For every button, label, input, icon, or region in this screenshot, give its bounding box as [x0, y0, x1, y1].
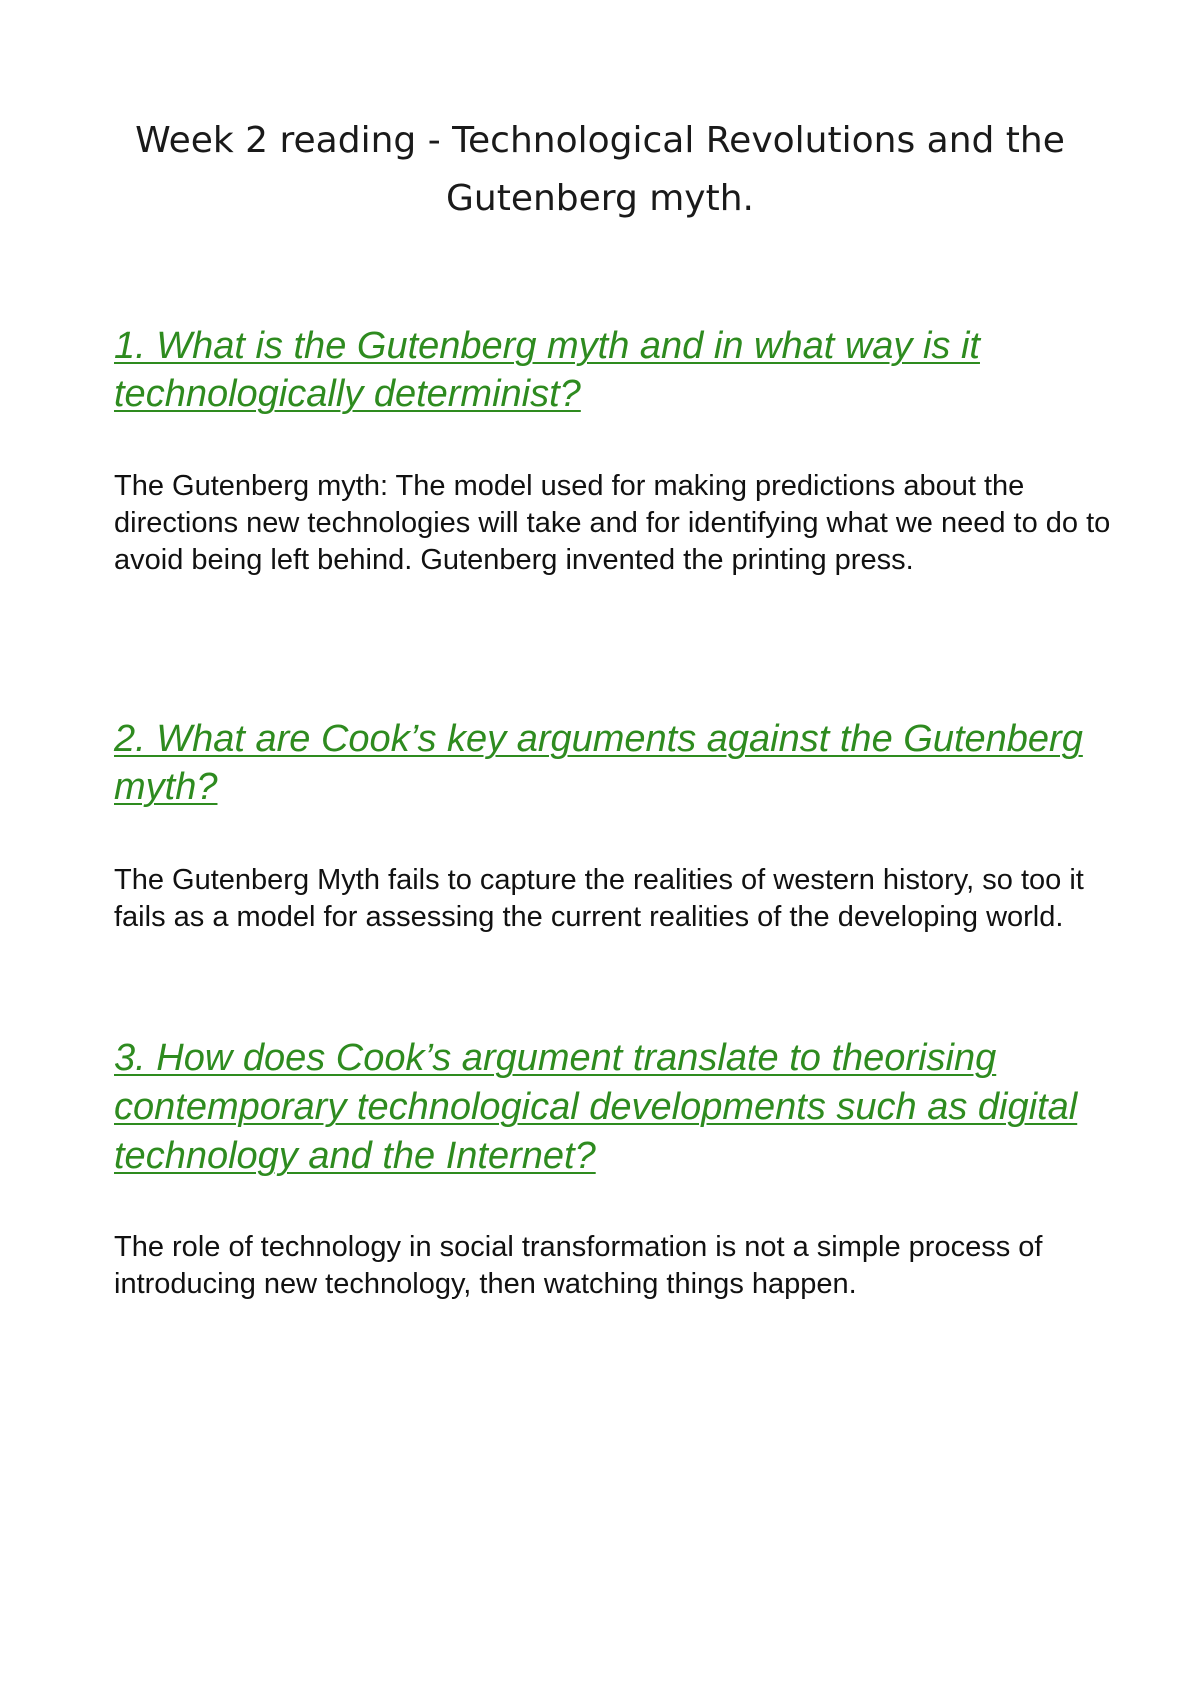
answer-1-text: The Gutenberg myth: The model used for making predictions about the directions new technologies will take and for identifying what we need to do to avoid being left behind. Gutenberg invented the printing press.	[114, 470, 1111, 576]
question-2-heading: 2. What are Cook’s key arguments against the Gutenberg myth?	[114, 718, 1083, 808]
answer-2-text: The Gutenberg Myth fails to capture the realities of western history, so too it fails as a model for assessing the current realities of the developing world.	[114, 864, 1084, 933]
question-1-heading: 1. What is the Gutenberg myth and in what way is it technologically determinist?	[114, 325, 980, 415]
page-title: Week 2 reading - Technological Revolutions and the Gutenberg myth.	[135, 120, 1065, 219]
question-3-heading: 3. How does Cook’s argument translate to theorising contemporary technological developments such as digital technology and the Internet?	[114, 1037, 1078, 1177]
answer-3-text: The role of technology in social transformation is not a simple process of introducing new technology, then watching things happen.	[114, 1231, 1043, 1300]
